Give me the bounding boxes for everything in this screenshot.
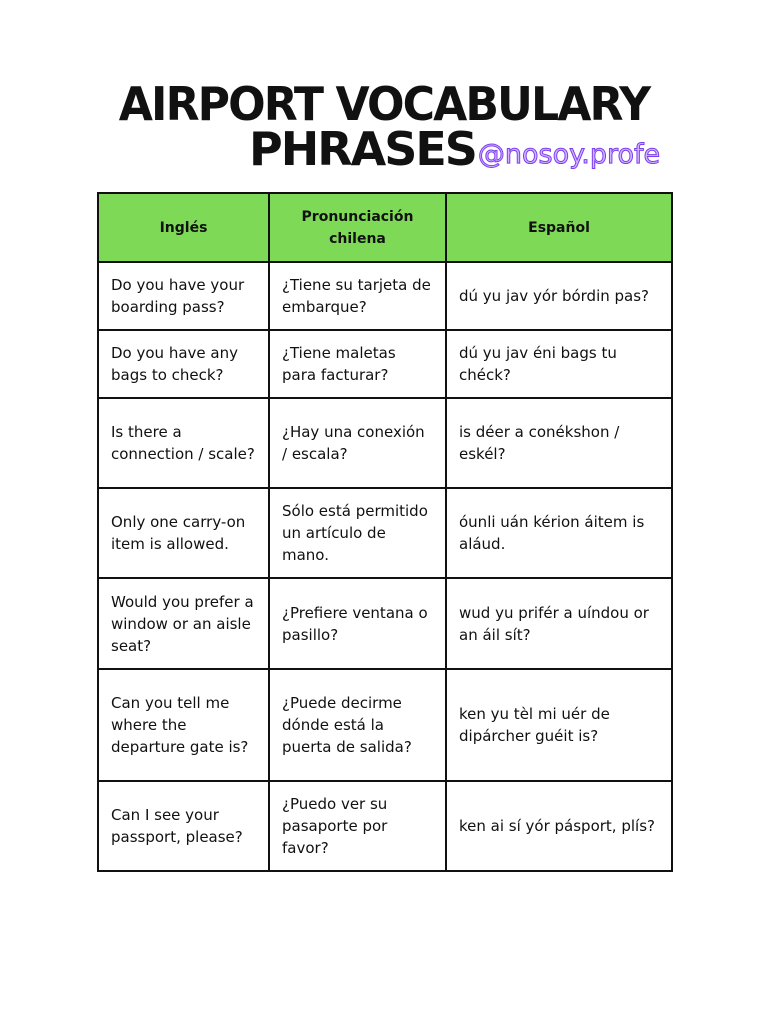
header-pronunciacion: Pronunciación chilena [269, 193, 446, 262]
cell-pronunciation: ¿Tiene su tarjeta de embarque? [269, 262, 446, 330]
cell-spanish: ken yu tèl mi uér de dipárcher guéit is? [446, 669, 672, 781]
table-row [98, 578, 672, 669]
cell-pronunciation: ¿Puede decirme dónde está la puerta de salida? [269, 669, 446, 781]
cell-spanish: óunli uán kérion áitem is aláud. [446, 488, 672, 578]
cell-english: Only one carry-on item is allowed. [98, 488, 269, 578]
cell-pronunciation: ¿Prefiere ventana o pasillo? [269, 578, 446, 669]
cell-pronunciation: ¿Puedo ver su pasaporte por favor? [269, 781, 446, 871]
cell-english: Do you have any bags to check? [98, 330, 269, 398]
cell-pronunciation: ¿Tiene maletas para facturar? [269, 330, 446, 398]
cell-english: Do you have your boarding pass? [98, 262, 269, 330]
header-espanol: Español [446, 193, 672, 262]
cell-english: Is there a connection / scale? [98, 398, 269, 488]
cell-pronunciation: ¿Hay una conexión / escala? [269, 398, 446, 488]
cell-pronunciation: Sólo está permitido un artículo de mano. [269, 488, 446, 578]
cell-spanish: ken ai sí yór pásport, plís? [446, 781, 672, 871]
cell-english: Can I see your passport, please? [98, 781, 269, 871]
title-phrases: PHRASES [249, 122, 476, 176]
cell-spanish: dú yu jav yór bórdin pas? [446, 262, 672, 330]
table-row [98, 669, 672, 781]
table-header-row [98, 193, 672, 262]
table-row [98, 330, 672, 398]
table-row [98, 781, 672, 871]
table-row [98, 488, 672, 578]
header-ingles: Inglés [98, 193, 269, 262]
cell-english: Would you prefer a window or an aisle seat? [98, 578, 269, 669]
cell-english: Can you tell me where the departure gate is? [98, 669, 269, 781]
cell-spanish: is déer a conékshon / eskél? [446, 398, 672, 488]
vocabulary-table [97, 192, 673, 872]
table-row [98, 398, 672, 488]
title-line-1: AIRPORT VOCABULARY [118, 77, 650, 131]
cell-spanish: wud yu prifér a uíndou or an áil sít? [446, 578, 672, 669]
cell-spanish: dú yu jav éni bags tu chéck? [446, 330, 672, 398]
title-line-2 [249, 124, 660, 185]
table-row [98, 262, 672, 330]
author-handle: @nosoy.profe [477, 139, 661, 170]
